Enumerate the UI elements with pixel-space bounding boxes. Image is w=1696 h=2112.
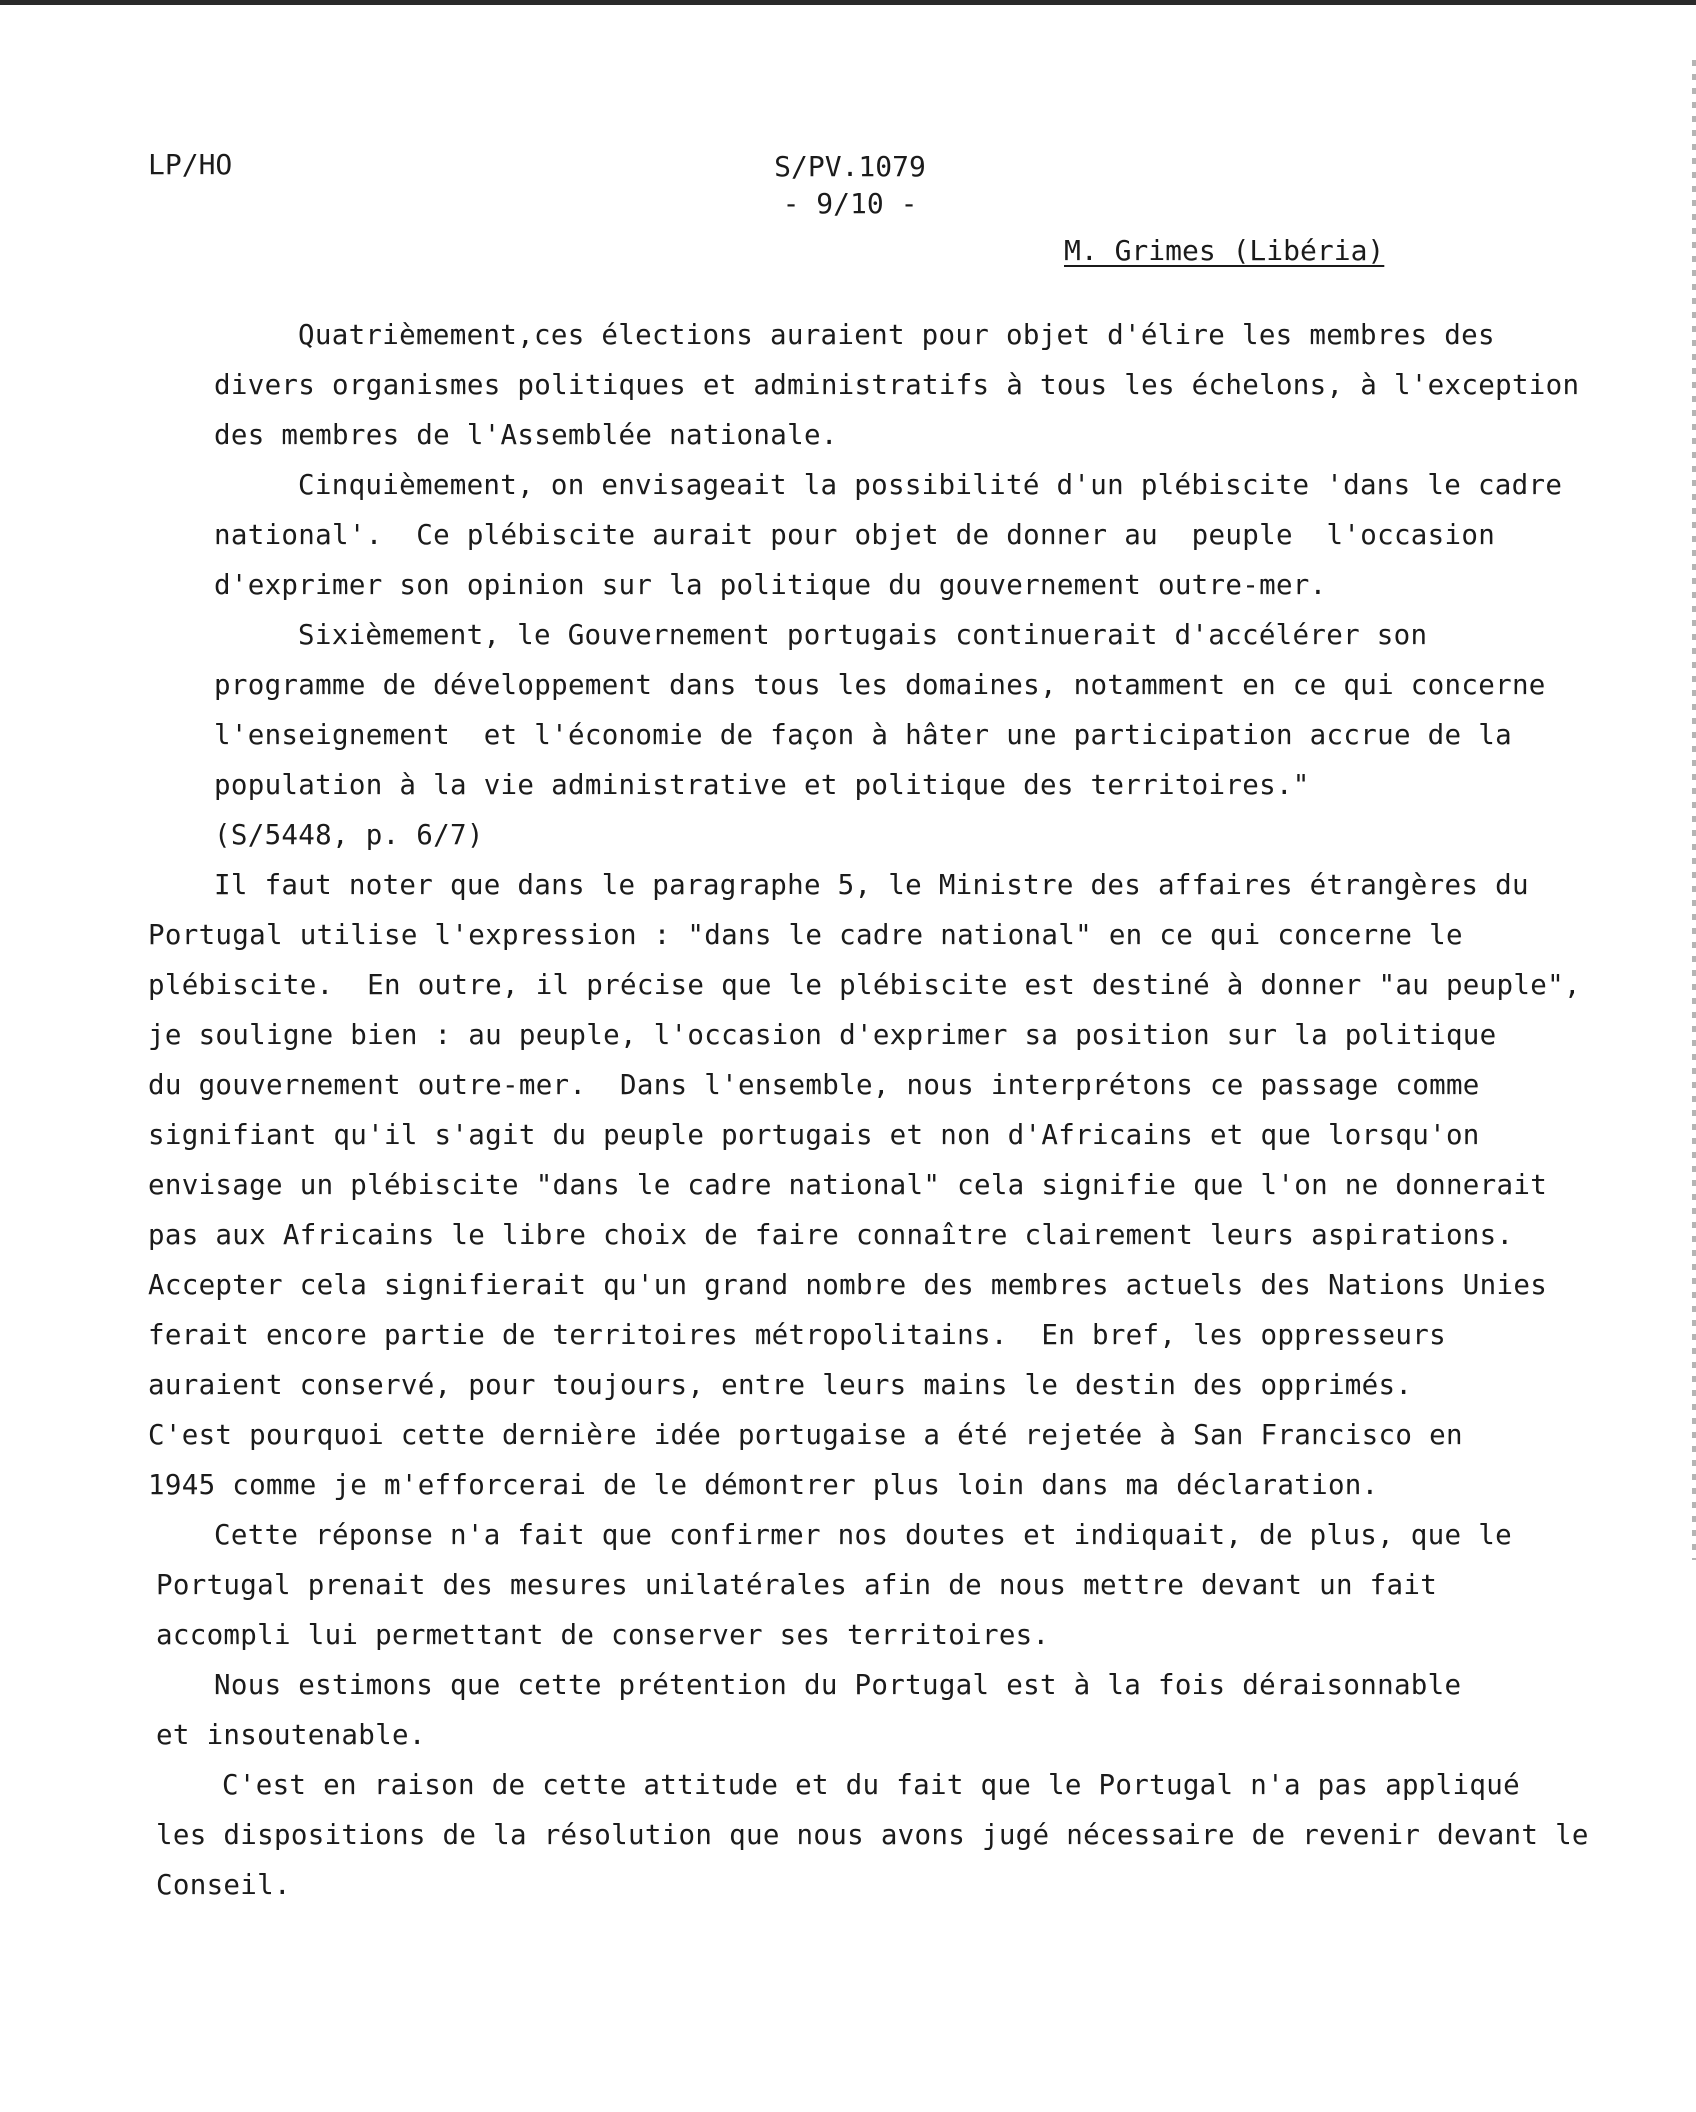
- text-line: je souligne bien : au peuple, l'occasion d'exprimer sa position sur la politique: [148, 1019, 1497, 1051]
- text-line: Sixièmement, le Gouvernement portugais continuerait d'accélérer son: [298, 619, 1428, 651]
- text-line: des membres de l'Assemblée nationale.: [214, 419, 838, 451]
- text-line: population à la vie administrative et politique des territoires.": [214, 769, 1310, 801]
- text-line: Conseil.: [156, 1869, 291, 1901]
- text-line: Cette réponse n'a fait que confirmer nos doutes et indiquait, de plus, que le: [214, 1519, 1512, 1551]
- text-line: national'. Ce plébiscite aurait pour objet de donner au peuple l'occasion: [214, 519, 1496, 551]
- citation: (S/5448, p. 6/7): [214, 819, 484, 851]
- scan-edge-top: [0, 0, 1696, 5]
- text-line: Portugal utilise l'expression : "dans le cadre national" en ce qui concerne le: [148, 919, 1463, 951]
- paragraph-conclusion: [0, 1760, 1696, 1910]
- text-line: Quatrièmement,ces élections auraient pour objet d'élire les membres des: [298, 319, 1495, 351]
- text-line: d'exprimer son opinion sur la politique du gouvernement outre-mer.: [214, 569, 1327, 601]
- text-line: programme de développement dans tous les domaines, notamment en ce qui concerne: [214, 669, 1546, 701]
- text-line: accompli lui permettant de conserver ses territoires.: [156, 1619, 1050, 1651]
- paragraph-interpretation: [0, 860, 1696, 1510]
- text-line: Portugal prenait des mesures unilatérales afin de nous mettre devant un fait: [156, 1569, 1438, 1601]
- quoted-passage: [0, 310, 1696, 860]
- reference-code: LP/HO: [148, 148, 233, 181]
- text-line: du gouvernement outre-mer. Dans l'ensemble, nous interprétons ce passage comme: [148, 1069, 1480, 1101]
- text-line: Il faut noter que dans le paragraphe 5, le Ministre des affaires étrangères du: [214, 869, 1529, 901]
- text-line: auraient conservé, pour toujours, entre leurs mains le destin des opprimés.: [148, 1369, 1413, 1401]
- document-body: [0, 310, 1696, 1910]
- text-line: Accepter cela signifierait qu'un grand nombre des membres actuels des Nations Unies: [148, 1269, 1548, 1301]
- text-line: pas aux Africains le libre choix de faire connaître clairement leurs aspirations.: [148, 1219, 1514, 1251]
- page-number: - 9/10 -: [782, 187, 918, 220]
- text-line: divers organismes politiques et administratifs à tous les échelons, à l'exception: [214, 369, 1580, 401]
- document-header: [700, 148, 1000, 222]
- paragraph-claim: [0, 1660, 1696, 1760]
- text-line: C'est pourquoi cette dernière idée portugaise a été rejetée à San Francisco en: [148, 1419, 1463, 1451]
- text-line: 1945 comme je m'efforcerai de le démontrer plus loin dans ma déclaration.: [148, 1469, 1379, 1501]
- text-line: plébiscite. En outre, il précise que le plébiscite est destiné à donner "au peuple",: [148, 969, 1581, 1001]
- document-symbol: S/PV.1079: [774, 150, 926, 183]
- text-line: l'enseignement et l'économie de façon à hâter une participation accrue de la: [214, 719, 1512, 751]
- text-line: C'est en raison de cette attitude et du fait que le Portugal n'a pas appliqué: [222, 1769, 1520, 1801]
- text-line: Cinquièmement, on envisageait la possibilité d'un plébiscite 'dans le cadre: [298, 469, 1563, 501]
- paragraph-response: [0, 1510, 1696, 1660]
- text-line: les dispositions de la résolution que nous avons jugé nécessaire de revenir devant le: [156, 1819, 1589, 1851]
- text-line: ferait encore partie de territoires métropolitains. En bref, les oppresseurs: [148, 1319, 1446, 1351]
- text-line: signifiant qu'il s'agit du peuple portugais et non d'Africains et que lorsqu'on: [148, 1119, 1480, 1151]
- text-line: et insoutenable.: [156, 1719, 426, 1751]
- text-line: envisage un plébiscite "dans le cadre national" cela signifie que l'on ne donnerait: [148, 1169, 1548, 1201]
- text-line: Nous estimons que cette prétention du Portugal est à la fois déraisonnable: [214, 1669, 1462, 1701]
- speaker-name: M. Grimes (Libéria): [1064, 234, 1385, 267]
